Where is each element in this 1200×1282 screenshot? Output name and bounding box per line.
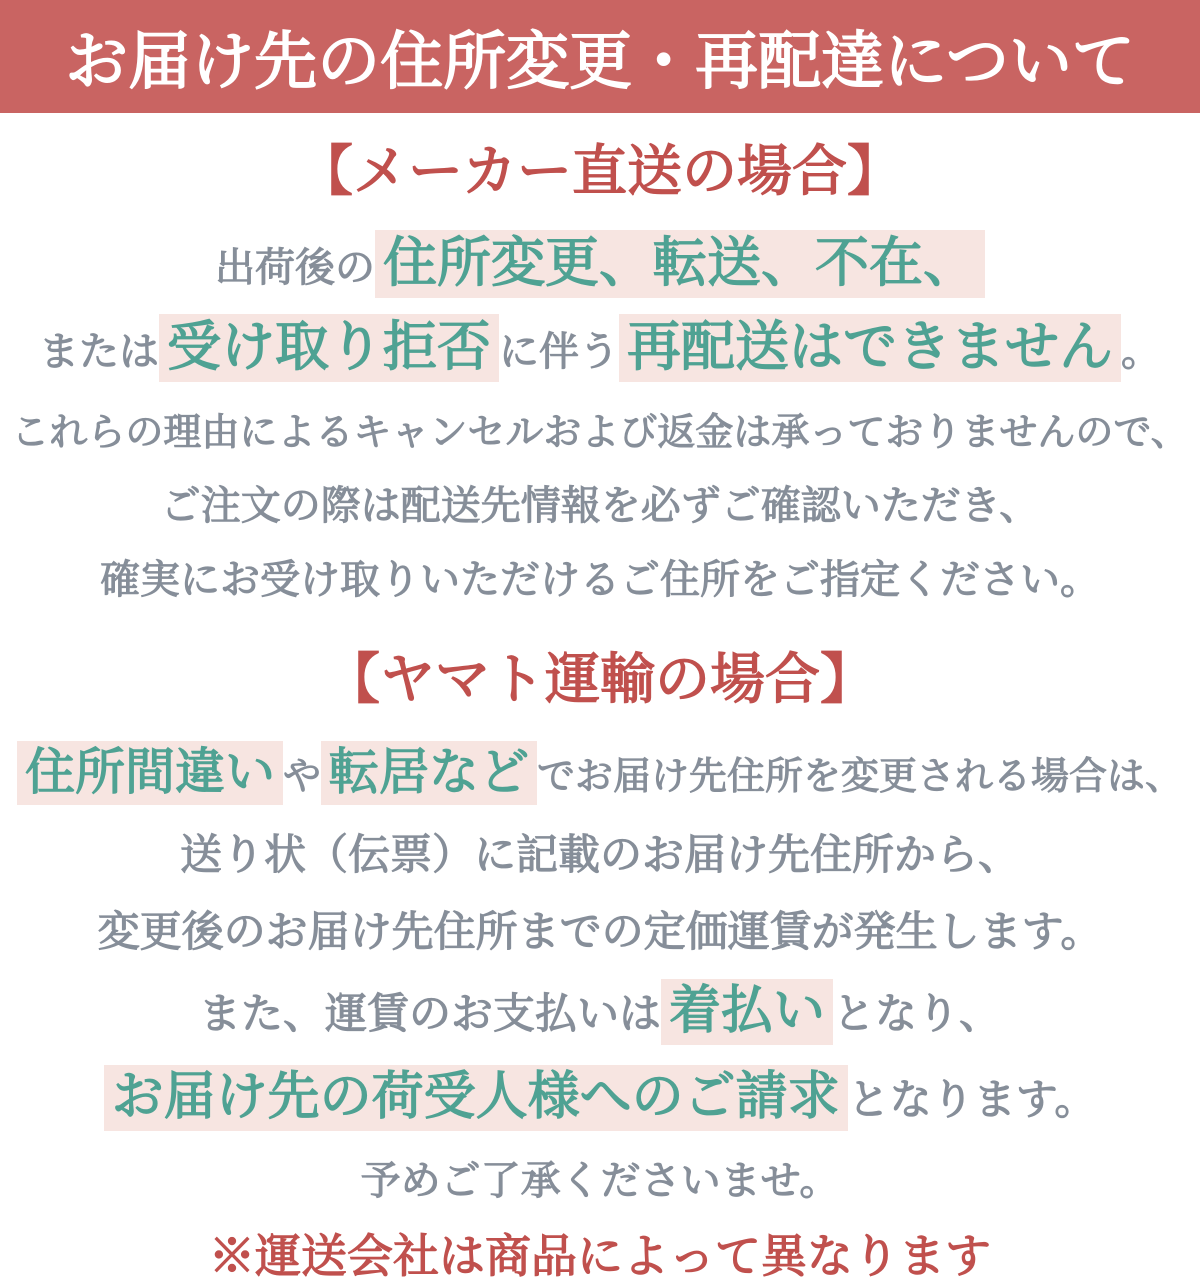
line-text: 。 bbox=[1121, 329, 1161, 374]
notice-line-cash-on-delivery bbox=[0, 982, 1200, 1042]
notice-footnote-carrier: ※運送会社は商品によって異なります bbox=[209, 1229, 991, 1282]
notice-line-after-shipping bbox=[0, 232, 1200, 294]
notice-line-fare-applies: 変更後のお届け先住所までの定価運賃が発生します。 bbox=[97, 907, 1103, 955]
line-text: や bbox=[282, 755, 321, 798]
notice-line-no-cancel: これらの理由によるキャンセルおよび返金は承っておりませんので、 bbox=[11, 411, 1189, 454]
line-text: となります。 bbox=[847, 1075, 1097, 1123]
line-text: また、運賃のお支払いは bbox=[198, 989, 661, 1037]
line-text-highlight: お届け先の荷受人様へのご請求 bbox=[104, 1065, 848, 1131]
line-text: に伴う bbox=[499, 329, 619, 374]
line-text: となり、 bbox=[833, 989, 1002, 1037]
line-text-highlight: 住所変更、転送、不在、 bbox=[375, 230, 985, 298]
section-heading-maker-direct: 【メーカー直送の場合】 bbox=[298, 140, 902, 202]
title-banner bbox=[0, 0, 1200, 113]
line-text-highlight: 再配送はできません bbox=[619, 314, 1121, 382]
section-heading-yamato: 【ヤマト運輸の場合】 bbox=[324, 648, 875, 711]
notice-line-refusal bbox=[0, 316, 1200, 378]
line-text: または bbox=[39, 329, 159, 374]
notice-line-confirm-info: ご注文の際は配送先情報を必ずご確認いただき、 bbox=[160, 484, 1040, 529]
notice-line-understanding: 予めご了承くださいませ。 bbox=[360, 1158, 840, 1203]
line-text-highlight: 着払い bbox=[661, 979, 833, 1045]
line-text-highlight: 住所間違い bbox=[17, 741, 283, 805]
line-text: 出荷後の bbox=[215, 245, 375, 290]
line-text: でお届け先住所を変更される場合は、 bbox=[537, 755, 1184, 798]
notice-line-wrong-address bbox=[0, 744, 1200, 802]
page-title: お届け先の住所変更・再配達について bbox=[65, 27, 1135, 97]
notice-line-slip-address: 送り状（伝票）に記載のお届け先住所から、 bbox=[179, 831, 1020, 879]
notice-line-specify-address: 確実にお受け取りいただけるご住所をご指定ください。 bbox=[100, 558, 1100, 603]
line-text-highlight: 受け取り拒否 bbox=[159, 314, 499, 382]
line-text-highlight: 転居など bbox=[321, 741, 537, 805]
notice-content bbox=[0, 113, 1200, 1282]
notice-line-billing-recipient bbox=[0, 1068, 1200, 1128]
